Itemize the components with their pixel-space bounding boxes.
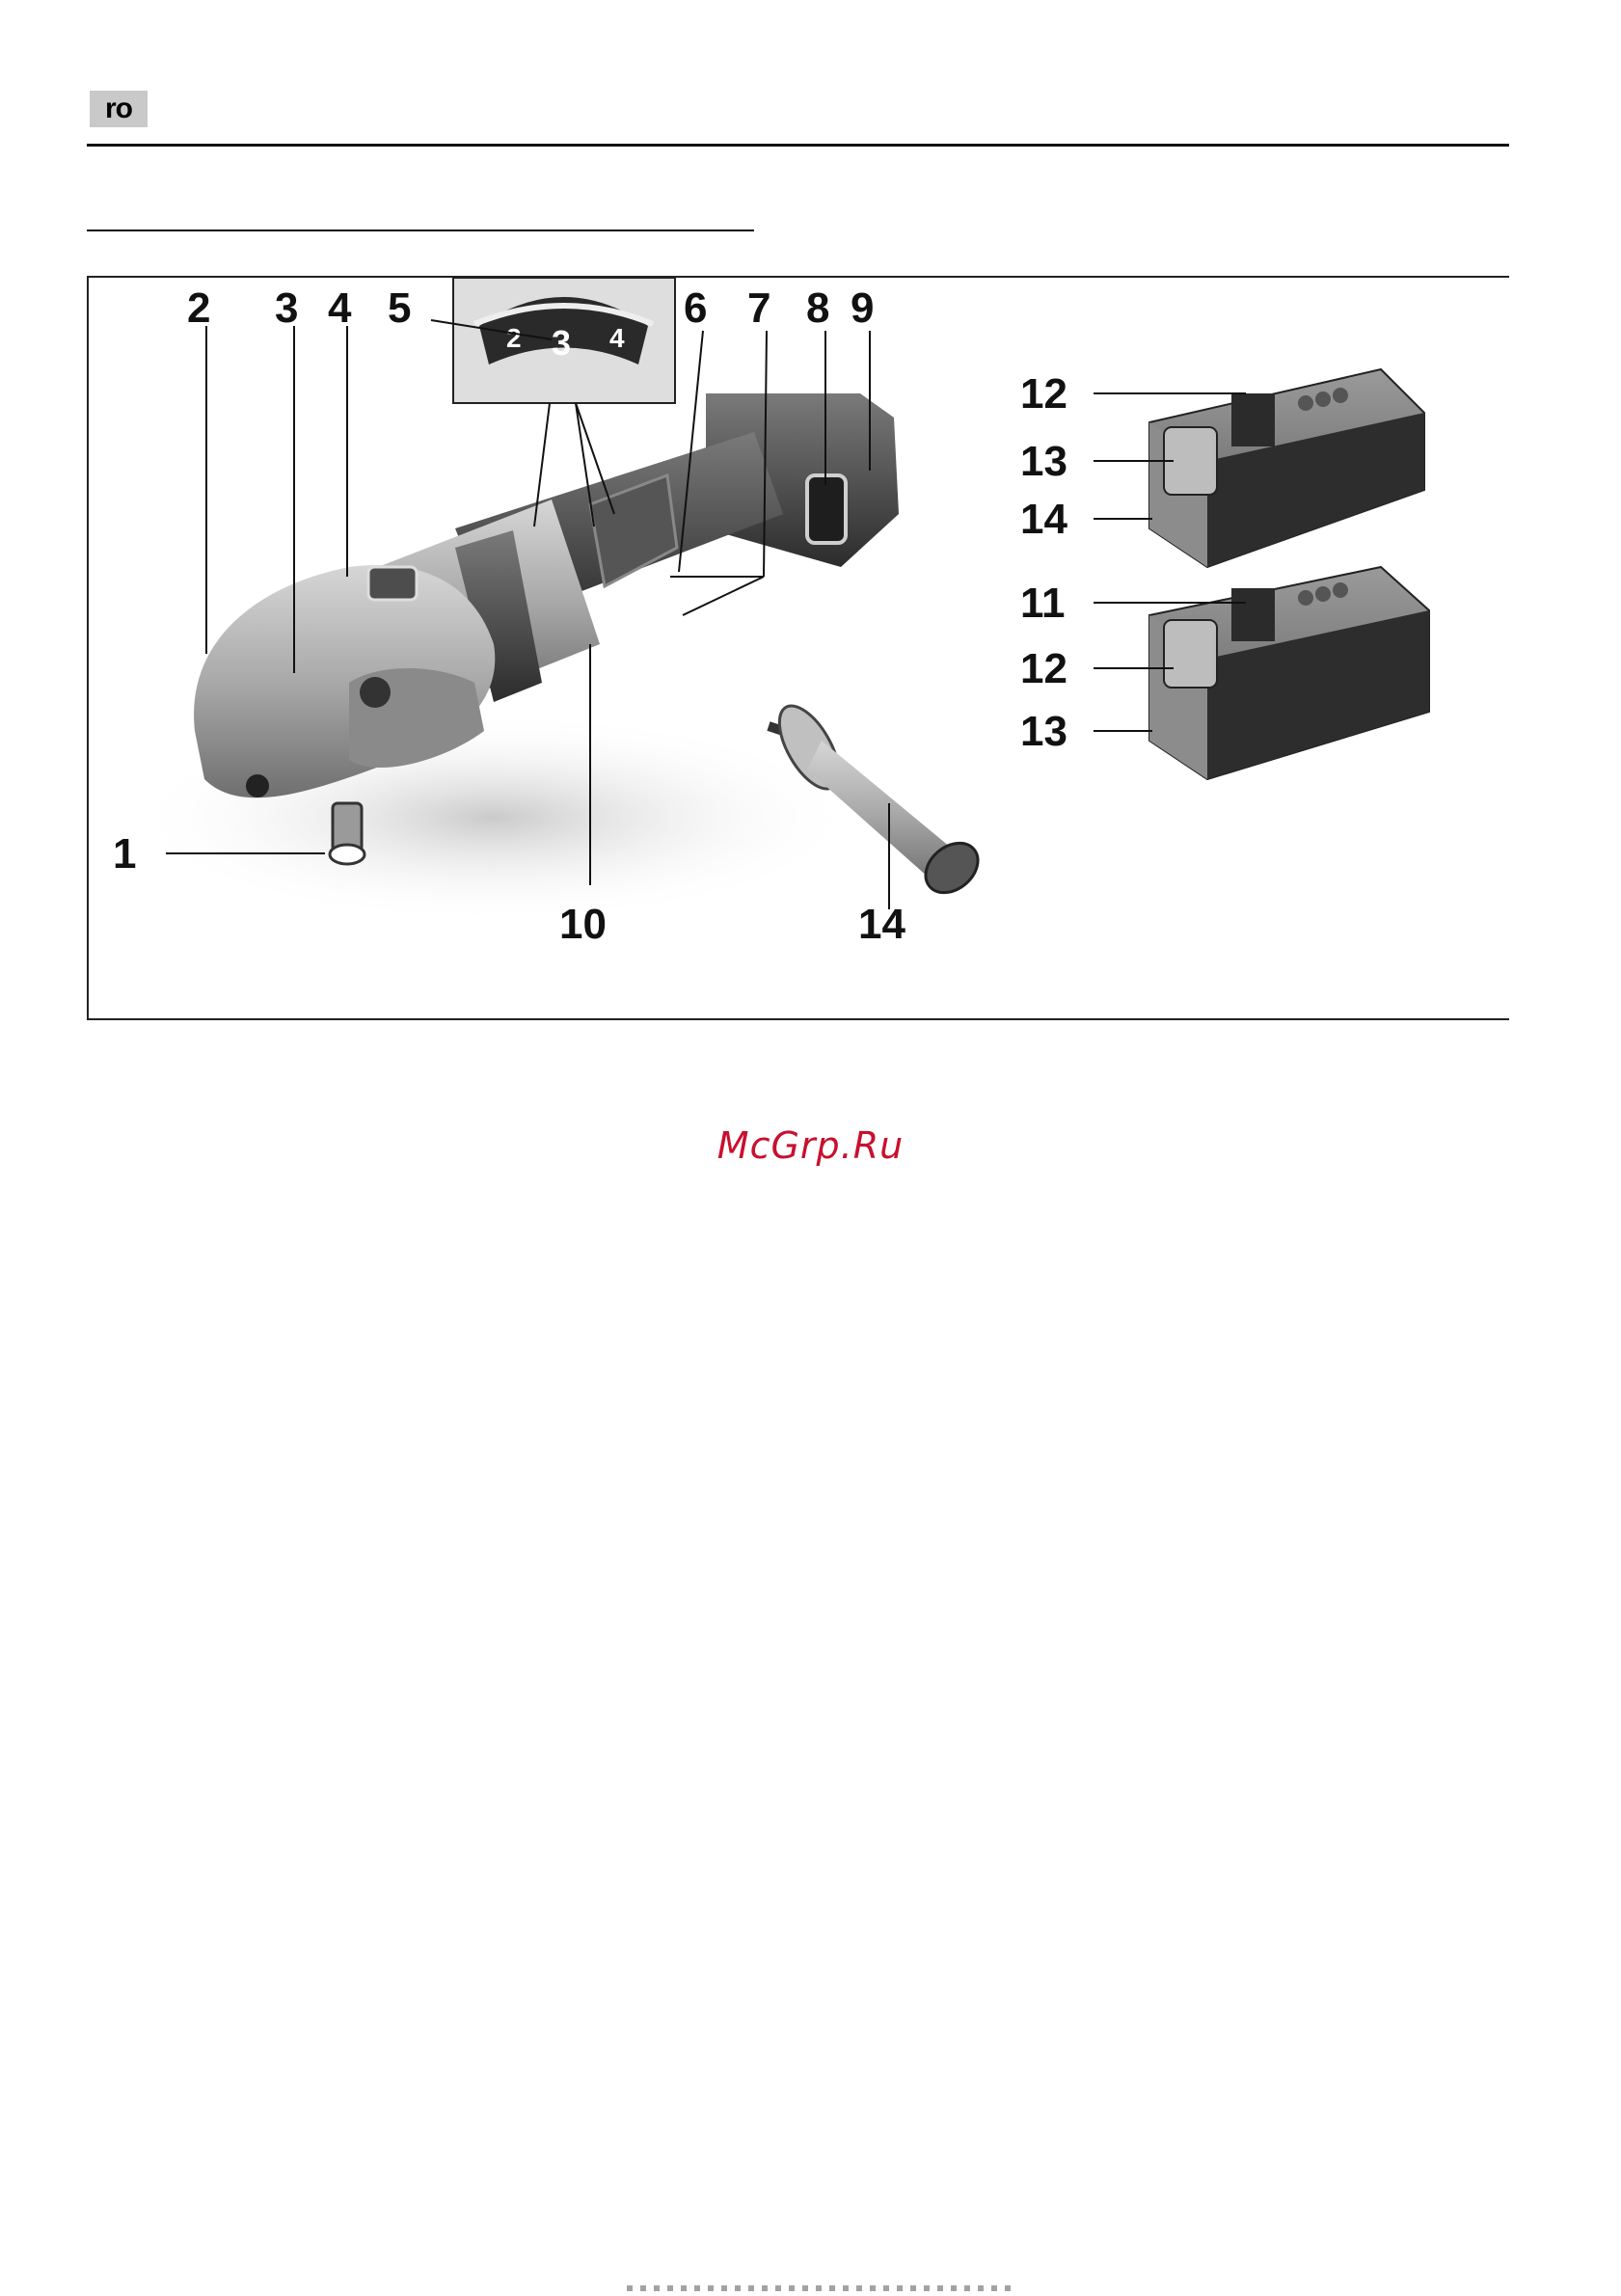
callout-5: 5 [388, 284, 412, 332]
callout-8: 8 [806, 284, 830, 332]
callout-13-battery1: 13 [1020, 438, 1067, 485]
callout-13-battery2: 13 [1020, 708, 1067, 755]
callout-7: 7 [747, 284, 771, 332]
dial-digit-2: 2 [506, 323, 522, 353]
language-badge: ro [90, 91, 148, 127]
callout-6: 6 [684, 284, 708, 332]
dial-digit-3: 3 [552, 323, 572, 363]
vent-hole [246, 774, 269, 797]
callout-14-handle: 14 [858, 901, 905, 948]
callout-14-battery1: 14 [1020, 496, 1067, 543]
battery-pack-small [1149, 369, 1424, 567]
callout-1: 1 [113, 830, 137, 878]
callout-12-battery2: 12 [1020, 645, 1067, 692]
callout-12-battery1: 12 [1020, 370, 1067, 418]
callout-4: 4 [328, 284, 352, 332]
battery-pack-large [1149, 567, 1429, 779]
header-rule [87, 144, 1509, 147]
spindle-lock-4 [368, 567, 417, 600]
callout-11-battery2: 11 [1020, 580, 1066, 627]
callout-3: 3 [275, 284, 299, 332]
callout-10: 10 [559, 901, 607, 948]
watermark-text: McGrp.Ru [716, 1124, 905, 1167]
callout-9: 9 [851, 284, 875, 332]
callout-2: 2 [187, 284, 211, 332]
side-screw [360, 677, 391, 708]
footer-print-marks [627, 2285, 1013, 2291]
dial-digit-4: 4 [609, 323, 625, 353]
tool-illustration [89, 278, 1511, 1022]
release-button-8 [807, 475, 846, 543]
section-rule [87, 230, 754, 231]
product-overview-figure [87, 276, 1509, 1020]
